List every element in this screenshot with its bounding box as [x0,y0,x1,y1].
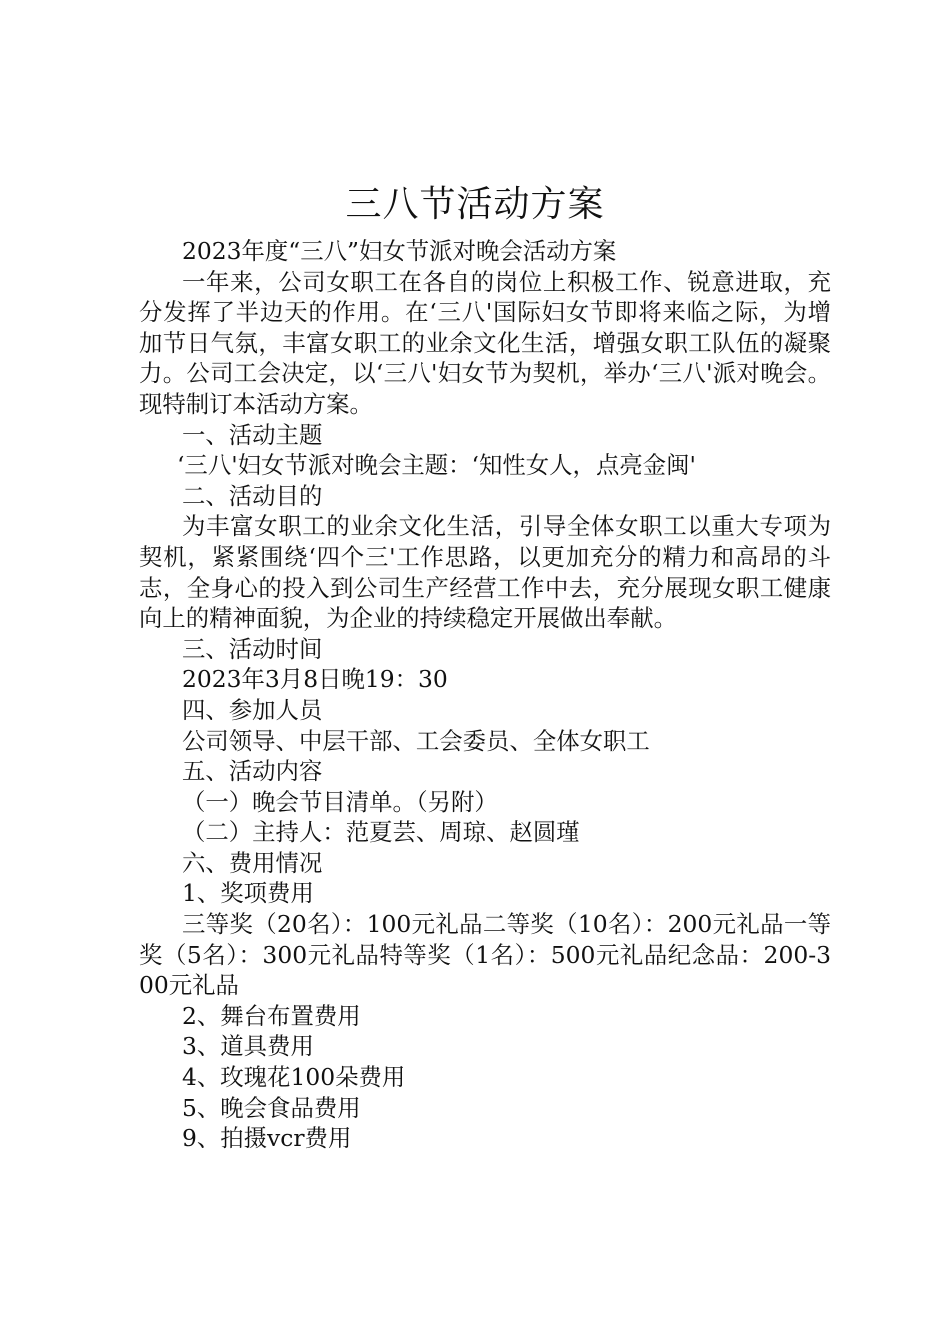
doc-subtitle: 2023年度“三八”妇女节派对晚会活动方案 [182,237,617,265]
section-heading-theme: 一、活动主题 [182,420,323,449]
cost-item-awards: 1、奖项费用 [182,879,314,908]
content-item-program: （一）晚会节目清单。（另附） [182,787,498,816]
section-heading-time: 三、活动时间 [182,634,323,663]
section-heading-participants: 四、参加人员 [182,695,323,724]
section-heading-costs: 六、费用情况 [182,848,323,877]
awards-detail: 三等奖（20名）：100元礼品二等奖（10名）：200元礼品一等奖（5名）：300元礼品特等奖（1名）：500元礼品纪念品：200-300元礼品 [139,910,831,1000]
purpose-paragraph: 为丰富女职工的业余文化生活，引导全体女职工以重大专项为契机，紧紧围绕‘四个三'工作思路，以更加充分的精力和高昂的斗志，全身心的投入到公司生产经营工作中去，充分展现女职工健康向上的精神面貌，为企业的持续稳定开展做出奉献。 [139,512,831,633]
cost-item-props: 3、道具费用 [182,1032,314,1061]
section-heading-content: 五、活动内容 [182,757,323,786]
time-text: 2023年3月8日晚19：30 [182,665,448,694]
document-title: 三八节活动方案 [345,184,605,225]
document-body [139,236,831,1154]
intro-paragraph: 一年来，公司女职工在各自的岗位上积极工作、锐意进取，充分发挥了半边天的作用。在‘三八'国际妇女节即将来临之际，为增加节日气氛，丰富女职工的业余文化生活，增强女职工队伍的凝聚力。公司工会决定，以‘三八'妇女节为契机，举办‘三八'派对晚会。现特制订本活动方案。 [139,267,831,418]
theme-text: ‘三八'妇女节派对晚会主题：‘知性女人，点亮金闽' [177,451,696,480]
content-item-hosts: （二）主持人：范夏芸、周琼、赵圆瑾 [182,818,580,847]
cost-item-stage: 2、舞台布置费用 [182,1001,361,1030]
section-heading-purpose: 二、活动目的 [182,481,323,510]
cost-item-roses: 4、玫瑰花100朵费用 [182,1063,406,1092]
participants-text: 公司领导、中层干部、工会委员、全体女职工 [182,726,650,755]
cost-item-food: 5、晚会食品费用 [182,1093,361,1122]
cost-item-vcr: 9、拍摄vcr费用 [182,1124,352,1153]
